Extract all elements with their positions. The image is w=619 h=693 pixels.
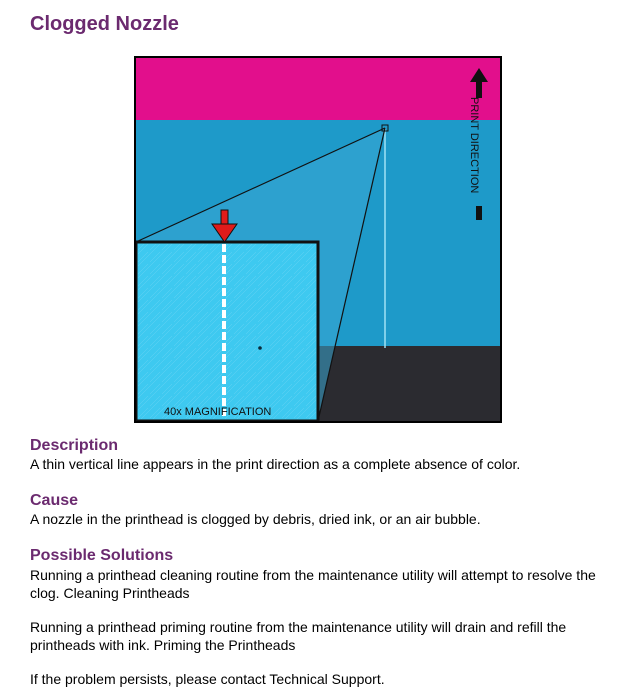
magenta-band: [136, 58, 500, 120]
solutions-heading: Possible Solutions: [30, 547, 174, 564]
clogged-nozzle-illustration: [134, 56, 502, 423]
solutions-section: [30, 547, 610, 688]
dark-band: [318, 346, 500, 421]
cause-section: [30, 492, 610, 528]
description-heading: Description: [30, 437, 119, 454]
page-title: Clogged Nozzle: [30, 13, 179, 35]
solution-item-priming: Running a printhead priming routine from the maintenance utility will drain and refill the printheads with ink. Priming the Printheads: [30, 619, 567, 653]
print-direction-label: PRINT DIRECTION: [468, 97, 480, 194]
description-text: A thin vertical line appears in the print direction as a complete absence of color.: [30, 456, 521, 472]
magnification-label: 40x MAGNIFICATION: [164, 406, 272, 418]
solution-item-support: If the problem persists, please contact Technical Support.: [30, 671, 385, 687]
description-section: [30, 437, 610, 473]
cause-heading: Cause: [30, 492, 79, 509]
solution-item-cleaning: Running a printhead cleaning routine from the maintenance utility will attempt to resolve the clog. Cleaning Printheads: [30, 567, 596, 601]
cause-text: A nozzle in the printhead is clogged by debris, dried ink, or an air bubble.: [30, 511, 481, 527]
